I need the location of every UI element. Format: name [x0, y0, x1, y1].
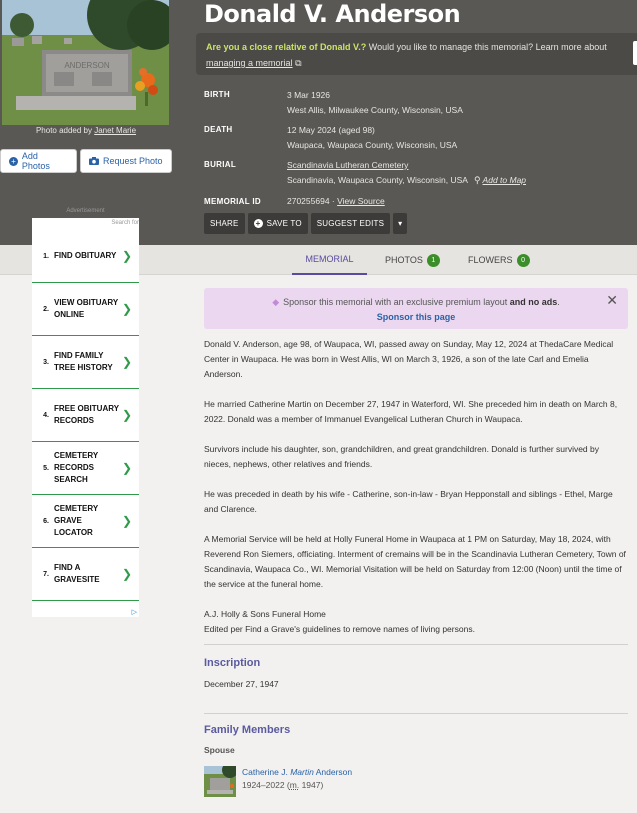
- chevron-right-icon: ❯: [122, 514, 133, 528]
- spouse-first-name: Catherine J.: [242, 767, 288, 777]
- spouse-name-link[interactable]: [242, 766, 352, 779]
- photo-added-by-link[interactable]: Janet Marie: [94, 126, 137, 135]
- more-actions-button[interactable]: [393, 213, 407, 234]
- tab-photos-label: PHOTOS: [385, 255, 423, 265]
- map-pin-icon: ⚲: [473, 175, 481, 185]
- managing-memorial-link[interactable]: managing a memorial: [206, 58, 293, 68]
- ad-item-number: 4.: [43, 411, 49, 419]
- advertisement[interactable]: [32, 218, 139, 617]
- request-photo-button[interactable]: [80, 149, 172, 173]
- ad-item[interactable]: [32, 336, 139, 389]
- ad-item-number: 2.: [43, 305, 49, 313]
- memorial-photo[interactable]: [2, 0, 169, 125]
- inscription-text: December 27, 1947: [204, 679, 279, 689]
- ad-item-number: 6.: [43, 517, 49, 525]
- burial-label: BURIAL: [204, 160, 237, 169]
- sponsor-text: Sponsor this memorial with an exclusive premium layout: [283, 297, 508, 307]
- family-members-title: Family Members: [204, 724, 291, 736]
- spouse-years: 1924–2022 (: [242, 780, 290, 790]
- close-icon[interactable]: ✕: [606, 292, 618, 308]
- photo-caption-prefix: Photo added by: [35, 126, 92, 135]
- tab-memorial[interactable]: [292, 245, 367, 275]
- burial-value: [287, 158, 617, 188]
- add-to-map-link[interactable]: Add to Map: [482, 175, 527, 185]
- ad-search-text: Search for: [111, 220, 139, 226]
- spouse-thumbnail[interactable]: [204, 766, 236, 797]
- photo-caption: [0, 126, 172, 135]
- burial-place: Scandinavia, Waupaca County, Wisconsin, USA: [287, 175, 468, 185]
- flowers-count-badge: 0: [517, 254, 530, 267]
- burial-cemetery-link[interactable]: Scandinavia Lutheran Cemetery: [287, 160, 409, 170]
- ad-item-text: FIND A GRAVESITE: [54, 563, 100, 584]
- suggest-edits-label: SUGGEST EDITS: [316, 219, 385, 228]
- ad-item-text: CEMETERY GRAVE LOCATOR: [54, 504, 99, 537]
- diamond-icon: ◆: [272, 297, 280, 307]
- spouse-dates: [242, 779, 352, 792]
- ad-item-number: 7.: [43, 570, 49, 578]
- photos-count-badge: 1: [427, 254, 440, 267]
- ad-item-text: CEMETERY RECORDS SEARCH: [54, 451, 99, 484]
- biography: [204, 337, 626, 637]
- ad-label: Advertisement: [66, 208, 105, 214]
- sponsor-page-link[interactable]: Sponsor this page: [376, 312, 456, 322]
- feedback-tab[interactable]: [633, 41, 637, 65]
- ad-item-number: 1.: [43, 252, 49, 260]
- family-member-spouse[interactable]: [204, 766, 352, 798]
- bio-paragraph: Donald V. Anderson, age 98, of Waupaca, WI, passed away on Sunday, May 12, 2024 at ThedaCare Medical Center in Waupaca. He was born in West Allis, WI on March 3, 1926, a son of the late Carl and Emelia Anderson.: [204, 339, 614, 379]
- relative-text: Would you like to manage this memorial? Learn more about: [368, 42, 607, 52]
- ad-item[interactable]: [32, 548, 139, 601]
- ad-item[interactable]: [32, 230, 139, 283]
- spouse-last-name: Anderson: [315, 767, 353, 777]
- plus-circle-icon: +: [9, 157, 18, 166]
- memorial-id-label: MEMORIAL ID: [204, 197, 261, 206]
- ad-item[interactable]: [32, 495, 139, 548]
- sponsor-banner: ◆ Sponsor this memorial with an exclusive premium layout and no ads. Sponsor this page ✕: [204, 288, 628, 329]
- add-photos-button[interactable]: [0, 149, 77, 173]
- ad-item-text: FREE OBITUARY RECORDS: [54, 404, 119, 425]
- ad-choices-icon[interactable]: ▷: [131, 609, 137, 616]
- chevron-down-icon: ▾: [398, 219, 403, 228]
- bio-paragraph: A Memorial Service will be held at Holly Funeral Home in Waupaca at 1 PM on Saturday, May 18, 2024, with Reverend Ron Siemers, officiating. Interment of cremains will be in the Scandinavia Lutheran Cemetery, Town of Scandinavia, Waupaca Co., WI. Memorial Visitation will be held on Saturday from 12:00 (Noon) until the time of the service at the funeral home.: [204, 534, 626, 589]
- ad-item-text: VIEW OBITUARY ONLINE: [54, 298, 119, 319]
- tab-photos[interactable]: [385, 245, 440, 275]
- birth-value: [287, 88, 617, 118]
- tab-memorial-label: MEMORIAL: [305, 254, 354, 264]
- spouse-info: [242, 766, 352, 798]
- chevron-right-icon: ❯: [122, 567, 133, 581]
- tab-flowers[interactable]: [468, 245, 530, 275]
- share-button[interactable]: [204, 213, 245, 234]
- birth-label: BIRTH: [204, 90, 230, 99]
- birth-date: 3 Mar 1926: [287, 90, 330, 100]
- relative-prompt: [196, 33, 637, 75]
- plus-circle-icon: +: [254, 219, 263, 228]
- bio-paragraph: Survivors include his daughter, son, grandchildren, and great grandchildren. Donald is further survived by nieces, nephews, other relatives and friends.: [204, 444, 600, 469]
- inscription-title: Inscription: [204, 657, 261, 669]
- ad-item-number: 5.: [43, 464, 49, 472]
- memorial-actions: [204, 213, 407, 234]
- share-label: SHARE: [210, 219, 239, 228]
- memorial-id: 270255694 ·: [287, 196, 335, 206]
- married-abbrev: m.: [289, 780, 300, 790]
- divider: [204, 644, 628, 645]
- headstone-text: ANDERSON: [64, 61, 110, 70]
- chevron-right-icon: ❯: [122, 302, 133, 316]
- birth-place: West Allis, Milwaukee County, Wisconsin, USA: [287, 105, 463, 115]
- bio-edit-note: Edited per Find a Grave's guidelines to remove names of living persons.: [204, 624, 475, 634]
- view-source-link[interactable]: View Source: [337, 196, 385, 206]
- spouse-label: Spouse: [204, 745, 235, 755]
- save-to-label: SAVE TO: [266, 219, 302, 228]
- spouse-maiden-name: Martin: [290, 767, 314, 777]
- relative-question: Are you a close relative of Donald V.?: [206, 42, 367, 52]
- external-link-icon: ⧉: [295, 58, 302, 68]
- ad-item[interactable]: [32, 389, 139, 442]
- chevron-right-icon: ❯: [122, 249, 133, 263]
- suggest-edits-button[interactable]: [311, 213, 390, 234]
- request-photo-label: Request Photo: [103, 156, 163, 166]
- ad-item-text: FIND FAMILY TREE HISTORY: [54, 351, 113, 372]
- memorial-id-value: [287, 194, 617, 209]
- chevron-right-icon: ❯: [122, 355, 133, 369]
- bio-funeral-home: A.J. Holly & Sons Funeral Home: [204, 609, 326, 619]
- ad-item-text: FIND OBITUARY: [54, 251, 117, 260]
- memorial-name: Donald V. Anderson: [204, 0, 461, 28]
- tab-flowers-label: FLOWERS: [468, 255, 513, 265]
- death-value: [287, 123, 617, 153]
- add-photos-label: Add Photos: [21, 151, 50, 171]
- ad-item-number: 3.: [43, 358, 49, 366]
- sponsor-no-ads: and no ads: [509, 297, 558, 307]
- divider: [204, 713, 628, 714]
- ad-item[interactable]: [32, 283, 139, 336]
- save-to-button[interactable]: [248, 213, 308, 234]
- death-date: 12 May 2024 (aged 98): [287, 125, 375, 135]
- death-label: DEATH: [204, 125, 233, 134]
- ad-item[interactable]: [32, 442, 139, 495]
- death-place: Waupaca, Waupaca County, Wisconsin, USA: [287, 140, 458, 150]
- spouse-married-year: 1947): [299, 780, 324, 790]
- chevron-right-icon: ❯: [122, 461, 133, 475]
- bio-paragraph: He married Catherine Martin on December 27, 1947 in Waterford, WI. She preceded him in death on March 8, 2022. Donald was a member of Immanuel Evangelical Lutheran Church in Waupaca.: [204, 399, 618, 424]
- bio-paragraph: He was preceded in death by his wife - Catherine, son-in-law - Bryan Hepponstall and siblings - Ethel, Marge and Clarence.: [204, 489, 613, 514]
- chevron-right-icon: ❯: [122, 408, 133, 422]
- camera-icon: [89, 157, 99, 165]
